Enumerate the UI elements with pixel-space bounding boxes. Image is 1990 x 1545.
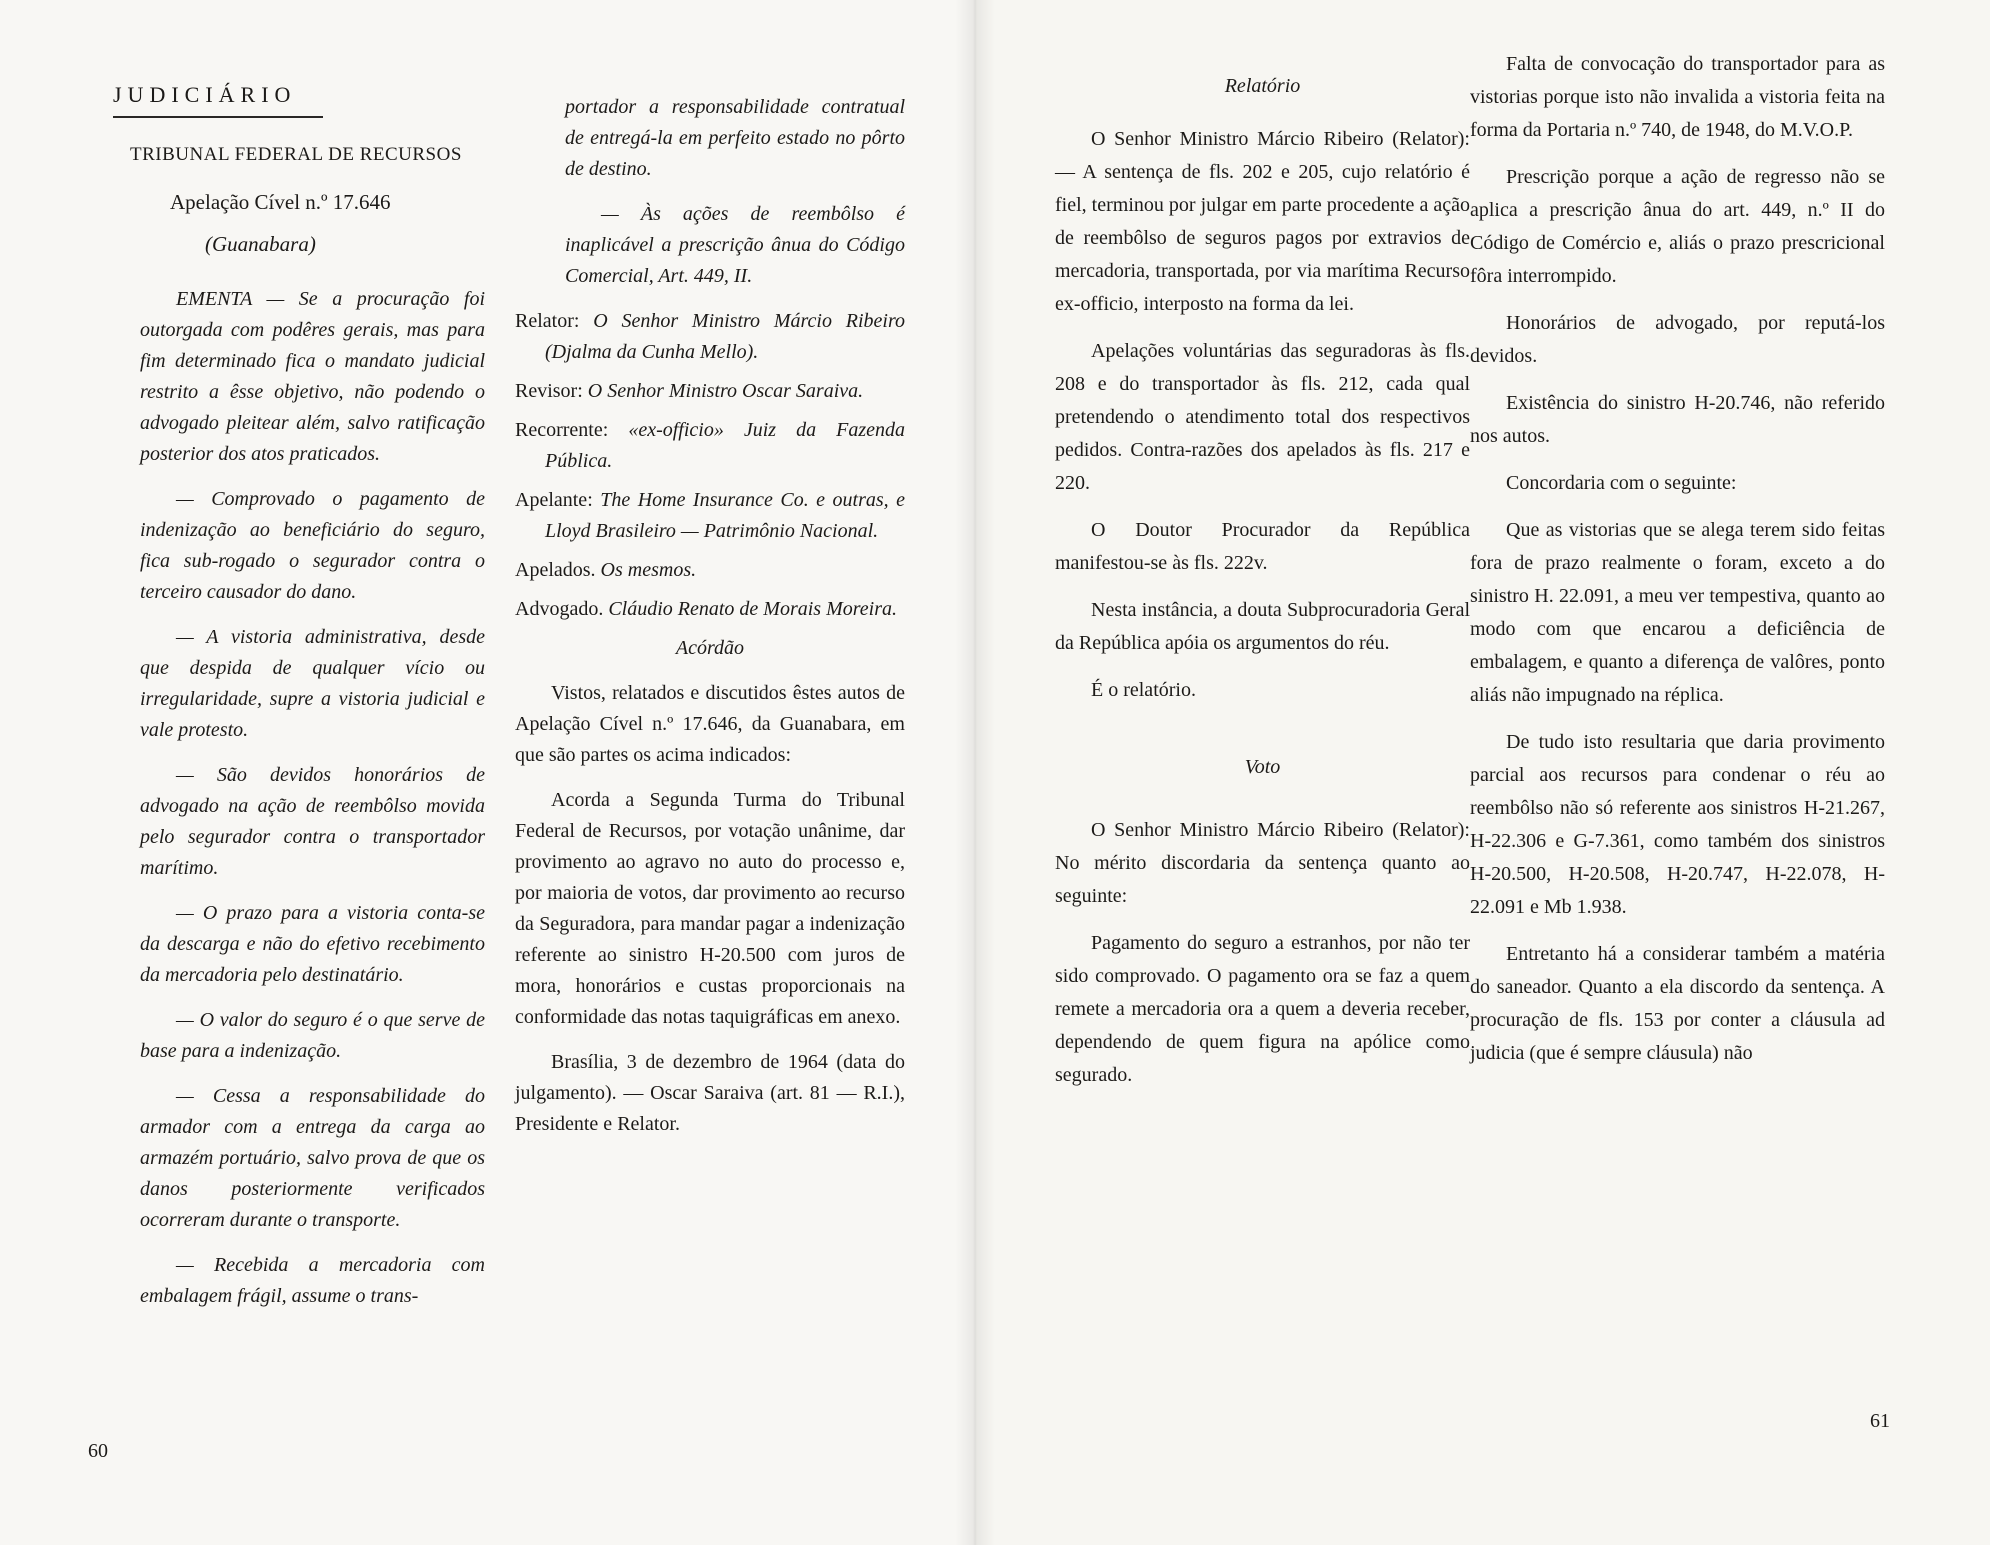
ementa-continuation: portador a responsabilidade contratual de entregá-la em perfeito estado no pôrto de destino.: [565, 96, 905, 180]
relatorio-paragraph: O Doutor Procurador da República manifestou-se às fls. 222v.: [1055, 519, 1470, 574]
party-label: Revisor:: [515, 380, 583, 402]
party-revisor: [515, 376, 905, 407]
acordao-title: Acórdão: [675, 637, 745, 659]
voto-paragraph: O Senhor Ministro Márcio Ribeiro (Relator): No mérito discordaria da sentença quanto ao seguinte:: [1055, 819, 1470, 907]
ementa-paragraph: EMENTA — Se a procuração foi outorgada com podêres gerais, mas para fim determinado fica o mandato judicial restrito a êsse objetivo, não podendo o advogado pleitear além, salvo ratificação posterior dos atos praticados.: [140, 288, 485, 465]
page-number-right: 61: [1870, 1410, 1890, 1432]
voto-paragraph: Honorários de advogado, por reputá-los devidos.: [1470, 312, 1885, 367]
ementa-paragraph: — O prazo para a vistoria conta-se da descarga e não do efetivo recebimento da mercadoria pelo destinatário.: [140, 902, 485, 986]
party-label: Recorrente:: [515, 419, 609, 441]
voto-title: Voto: [1244, 756, 1281, 778]
party-relator: [515, 306, 905, 368]
ementa-column: [140, 284, 485, 1326]
relatorio-paragraph: Nesta instância, a douta Subprocuradoria Geral da República apóia os argumentos do réu.: [1055, 599, 1470, 654]
party-value: The Home Insurance Co. e outras, e Lloyd Brasileiro — Patrimônio Nacional.: [545, 489, 905, 542]
relatorio-column: [1055, 64, 1470, 1106]
section-title: JUDICIÁRIO: [113, 82, 323, 118]
acordao-paragraph: Brasília, 3 de dezembro de 1964 (data do julgamento). — Oscar Saraiva (art. 81 — R.I.), Presidente e Relator.: [515, 1051, 905, 1135]
court-name: TRIBUNAL FEDERAL DE RECURSOS: [130, 144, 462, 165]
relatorio-paragraph: Apelações voluntárias das seguradoras às fls. 208 e do transportador às fls. 212, cada qual pretendendo o atendimento total dos respectivos pedidos. Contra-razões dos apelados às fls. 217 e 220.: [1055, 340, 1470, 494]
voto-paragraph: Que as vistorias que se alega terem sido feitas fora de prazo realmente o foram, exceto a do sinistro H. 22.091, a meu ver tempestiva, quanto ao modo com que encarou a deficiência de embalagem, e quanto a diferença de valôres, ponto aliás não impugnado na réplica.: [1470, 519, 1885, 706]
ementa-paragraph: — Recebida a mercadoria com embalagem frágil, assume o trans-: [140, 1254, 485, 1307]
voto-paragraph: Entretanto há a considerar também a matéria do saneador. Quanto a ela discordo da sentença. A procuração de fls. 153 por conter a cláusula ad judicia (que é sempre cláusula) não: [1470, 943, 1885, 1064]
voto-continuation-column: [1470, 48, 1885, 1084]
party-label: Apelados.: [515, 559, 596, 581]
voto-paragraph: Pagamento do seguro a estranhos, por não ter sido comprovado. O pagamento ora se faz a quem remete a mercadoria ora a quem a deveria receber, dependendo de quem figura na apólice como segurado.: [1055, 932, 1470, 1086]
ementa-paragraph: — Cessa a responsabilidade do armador com a entrega da carga ao armazém portuário, salvo prova de que os danos posteriormente verificados ocorreram durante o transporte.: [140, 1085, 485, 1231]
parties-column: [515, 92, 905, 1154]
voto-paragraph: Existência do sinistro H-20.746, não referido nos autos.: [1470, 392, 1885, 447]
party-label: Relator:: [515, 310, 580, 332]
acordao-paragraph: Vistos, relatados e discutidos êstes autos de Apelação Cível n.º 17.646, da Guanabara, em que são partes os acima indicados:: [515, 682, 905, 766]
party-value: O Senhor Ministro Oscar Saraiva.: [587, 380, 864, 402]
relatorio-paragraph: O Senhor Ministro Márcio Ribeiro (Relator): — A sentença de fls. 202 e 205, cujo relatório é fiel, terminou por julgar em parte procedente a ação de reembôlso de seguros pagos por extravios de mercadoria, transportada, por via marítima Recurso ex-officio, interposto na forma da lei.: [1055, 128, 1470, 315]
relatorio-title: Relatório: [1224, 75, 1301, 97]
party-value: Cláudio Renato de Morais Moreira.: [608, 598, 898, 620]
party-value: «ex-officio» Juiz da Fazenda Pública.: [545, 419, 905, 472]
ementa-paragraph: — O valor do seguro é o que serve de base para a indenização.: [140, 1009, 485, 1062]
party-apelados: [515, 555, 905, 586]
voto-paragraph: Prescrição porque a ação de regresso não se aplica a prescrição ânua do art. 449, n.º II do Código de Comércio e, aliás o prazo prescricional fôra interrompido.: [1470, 166, 1885, 287]
page-gutter: [955, 0, 995, 1545]
ementa-paragraph: — A vistoria administrativa, desde que despida de qualquer vício ou irregularidade, supre a vistoria judicial e vale protesto.: [140, 626, 485, 741]
voto-paragraph: De tudo isto resultaria que daria provimento parcial aos recursos para condenar o réu ao reembôlso não só referente aos sinistros H-21.267, H-22.306 e G-7.361, como também dos sinistros H-20.500, H-20.508, H-20.747, H-22.078, H-22.091 e Mb 1.938.: [1470, 731, 1885, 918]
party-recorrente: [515, 415, 905, 477]
party-apelante: [515, 485, 905, 547]
party-value: Os mesmos.: [600, 559, 697, 581]
relatorio-paragraph: É o relatório.: [1091, 679, 1196, 701]
case-place: (Guanabara): [205, 232, 316, 256]
acordao-paragraph: Acorda a Segunda Turma do Tribunal Federal de Recursos, por votação unânime, dar provimento ao agravo no auto do processo e, por maioria de votos, dar provimento ao recurso da Seguradora, para mandar pagar a indenização referente ao sinistro H-20.500 com juros de mora, honorários e custas proporcionais na conformidade das notas taquigráficas em anexo.: [515, 789, 905, 1028]
case-number: Apelação Cível n.º 17.646: [170, 190, 391, 214]
party-label: Apelante:: [515, 489, 593, 511]
party-value: O Senhor Ministro Márcio Ribeiro (Djalma da Cunha Mello).: [545, 310, 906, 363]
ementa-paragraph: — São devidos honorários de advogado na ação de reembôlso movida pelo segurador contra o transportador marítimo.: [140, 764, 485, 879]
party-label: Advogado.: [515, 598, 604, 620]
ementa-paragraph: — Comprovado o pagamento de indenização ao beneficiário do seguro, fica sub-rogado o segurador contra o terceiro causador do dano.: [140, 488, 485, 603]
voto-paragraph: Falta de convocação do transportador para as vistorias porque isto não invalida a vistoria feita na forma da Portaria n.º 740, de 1948, do M.V.O.P.: [1470, 53, 1885, 141]
party-advogado: [515, 594, 905, 625]
voto-paragraph: Concordaria com o seguinte:: [1506, 472, 1737, 494]
ementa-paragraph: — Às ações de reembôlso é inaplicável a prescrição ânua do Código Comercial, Art. 449, II.: [565, 203, 905, 287]
page-number-left: 60: [88, 1440, 108, 1462]
